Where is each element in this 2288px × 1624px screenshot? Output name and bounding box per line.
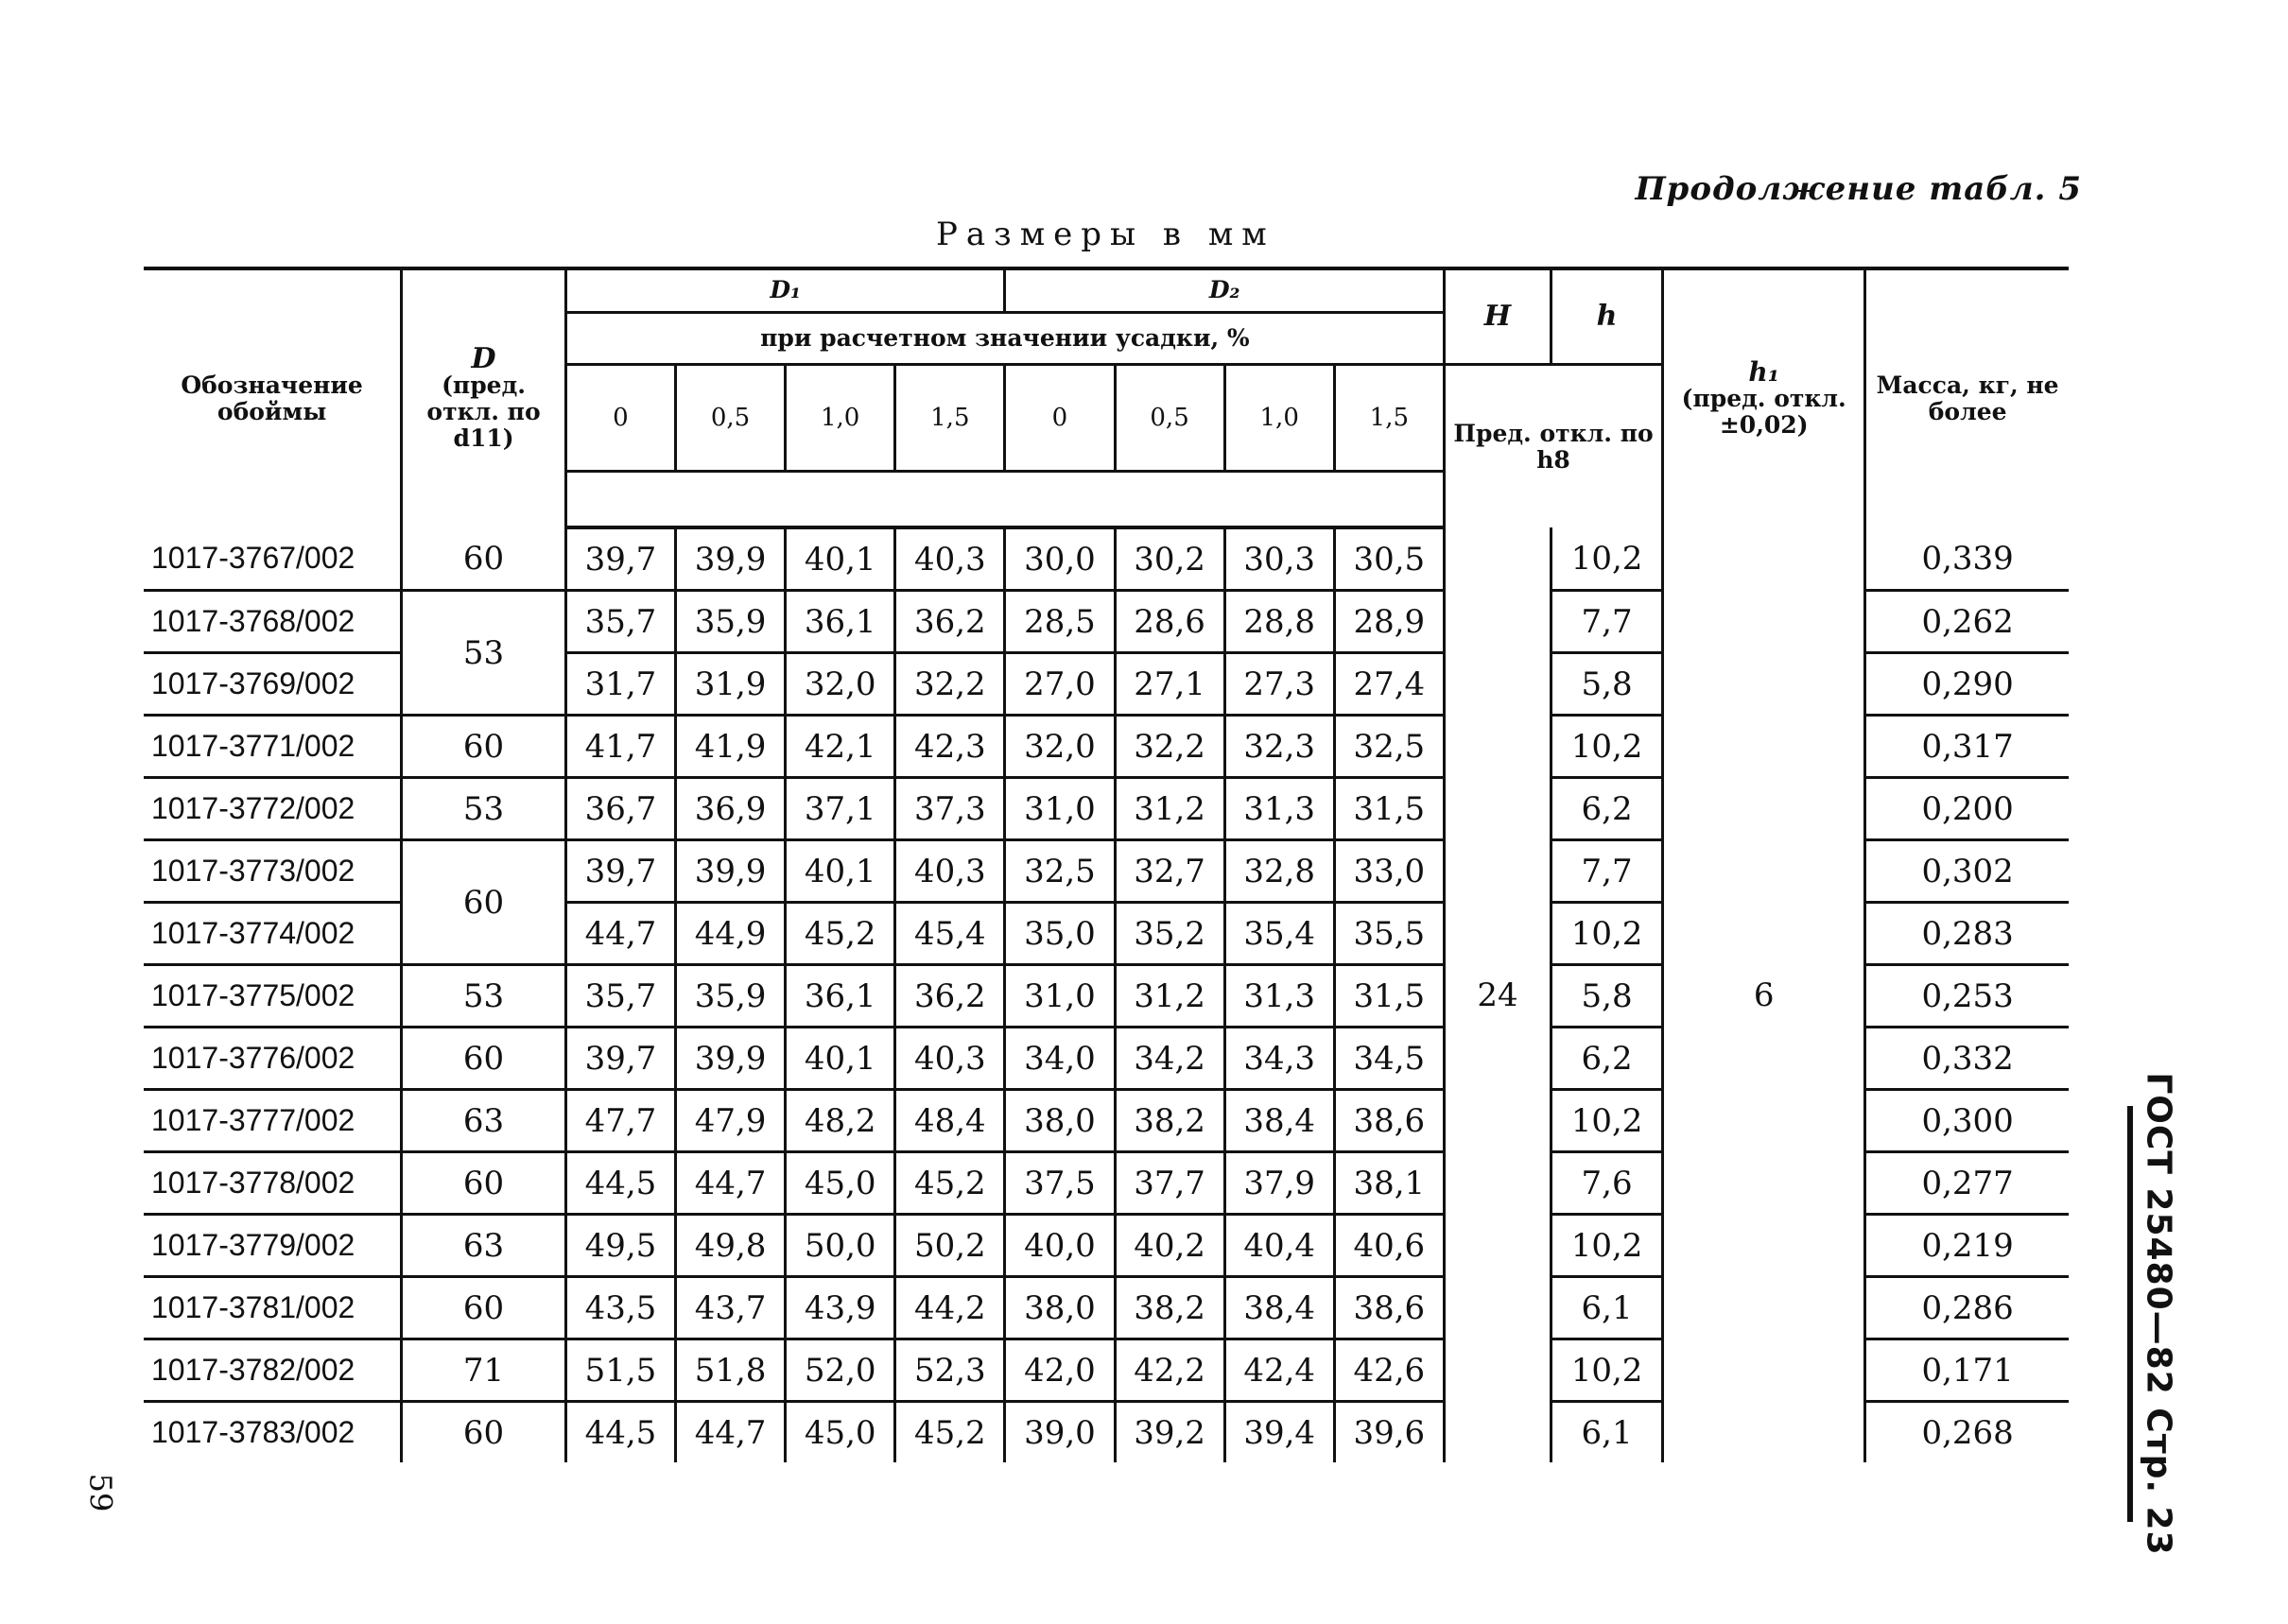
header-d-symbol: D [471,341,496,375]
h-lower-cell: 6,1 [1551,1277,1663,1339]
d2-cell: 40,6 [1334,1215,1444,1277]
d2-cell: 27,1 [1115,653,1224,716]
d1-cell: 42,1 [786,716,895,778]
mass-cell: 0,302 [1865,840,2069,903]
d2-cell: 28,6 [1115,591,1224,653]
d1-cell: 50,0 [786,1215,895,1277]
h-lower-cell: 7,7 [1551,840,1663,903]
designation-cell: 1017-3778/002 [144,1152,402,1215]
mass-cell: 0,290 [1865,653,2069,716]
header-d [402,269,566,527]
h-lower-cell: 6,2 [1551,1028,1663,1090]
d1-cell: 44,7 [565,903,675,965]
d2-cell: 30,2 [1115,527,1224,591]
designation-cell: 1017-3771/002 [144,716,402,778]
d2-cell: 32,2 [1115,716,1224,778]
d1-cell: 40,1 [786,527,895,591]
d1-cell: 31,9 [676,653,786,716]
d1-cell: 40,1 [786,840,895,903]
d1-cell: 45,2 [895,1152,1005,1215]
d1-cell: 37,3 [895,778,1005,840]
d1-cell: 36,2 [895,965,1005,1028]
d2-cell: 37,7 [1115,1152,1224,1215]
d2-cell: 33,0 [1334,840,1444,903]
d-cell: 71 [402,1339,566,1402]
dimensions-table [144,269,2069,1462]
d2-cell: 38,6 [1334,1090,1444,1152]
h-lower-cell: 10,2 [1551,1090,1663,1152]
designation-cell: 1017-3782/002 [144,1339,402,1402]
designation-cell: 1017-3783/002 [151,1415,355,1449]
d1-cell: 47,9 [676,1090,786,1152]
d-cell: 63 [402,1215,566,1277]
mass-cell: 0,300 [1865,1090,2069,1152]
d2-cell: 40,0 [1005,1215,1115,1277]
header-tolerance-h7 [565,472,1444,528]
mass-cell: 0,332 [1865,1028,2069,1090]
d1-cell: 52,0 [786,1339,895,1402]
d1-cell: 47,7 [565,1090,675,1152]
d1-cell: 32,2 [895,653,1005,716]
d1-cell: 36,7 [565,778,675,840]
d2-cell: 32,0 [1005,716,1115,778]
d1-cell: 39,7 [565,840,675,903]
d2-cell: 38,2 [1115,1277,1224,1339]
d1-cell: 44,7 [676,1152,786,1215]
d2-cell: 31,2 [1115,965,1224,1028]
d2-cell: 39,0 [1005,1402,1115,1463]
d1-cell: 39,9 [676,527,786,591]
mass-cell: 0,283 [1865,903,2069,965]
header-h1-symbol: h₁ [1748,355,1780,388]
d1-cell: 31,7 [565,653,675,716]
d1-cell: 45,2 [895,1402,1005,1463]
h-lower-cell: 7,6 [1551,1152,1663,1215]
mass-cell: 0,171 [1865,1339,2069,1402]
header-shrinkage: при расчетном значении усадки, % [565,313,1444,365]
d2-cell: 35,2 [1115,903,1224,965]
header-pct-d2-0: 0 [1005,365,1115,472]
mass-cell: 0,262 [1865,591,2069,653]
h-lower-cell: 5,8 [1551,965,1663,1028]
h-lower-cell: 6,2 [1551,778,1663,840]
d1-cell: 44,7 [676,1402,786,1463]
h-lower-cell: 5,8 [1551,653,1663,716]
d1-cell: 37,1 [786,778,895,840]
d2-cell: 27,3 [1224,653,1334,716]
mass-cell: 0,253 [1865,965,2069,1028]
d1-cell: 45,4 [895,903,1005,965]
mass-cell: 0,219 [1865,1215,2069,1277]
d2-cell: 34,3 [1224,1028,1334,1090]
d2-cell: 28,8 [1224,591,1334,653]
d2-cell: 30,0 [1005,527,1115,591]
page-number: 59 [82,1473,119,1512]
d-cell: 60 [402,1028,566,1090]
d2-cell: 34,5 [1334,1028,1444,1090]
d1-cell: 35,7 [565,965,675,1028]
d2-cell: 31,0 [1005,778,1115,840]
d2-cell: 27,0 [1005,653,1115,716]
standard-side-stamp [2127,1072,2184,1556]
table-body [144,527,2069,1462]
d2-cell: 31,3 [1224,778,1334,840]
d2-cell: 31,0 [1005,965,1115,1028]
d1-cell: 44,5 [565,1152,675,1215]
header-pct-d2-15: 1,5 [1334,365,1444,472]
h-lower-cell: 10,2 [1551,1215,1663,1277]
d1-cell: 48,4 [895,1090,1005,1152]
header-pct-d1-05: 0,5 [676,365,786,472]
d1-cell: 36,9 [676,778,786,840]
header-h-upper: H [1444,269,1551,365]
d2-cell: 30,5 [1334,527,1444,591]
header-pct-d1-0: 0 [565,365,675,472]
d1-cell: 35,9 [676,965,786,1028]
d1-cell: 45,2 [786,903,895,965]
d2-cell: 42,4 [1224,1339,1334,1402]
d2-cell: 42,6 [1334,1339,1444,1402]
d1-cell: 52,3 [895,1339,1005,1402]
designation-cell: 1017-3773/002 [144,840,402,903]
d2-cell: 34,0 [1005,1028,1115,1090]
d-cell: 60 [402,1402,566,1463]
mass-cell: 0,200 [1865,778,2069,840]
d2-cell: 38,6 [1334,1277,1444,1339]
header-d-note: (пред. откл. по d11) [426,371,541,452]
d1-cell: 36,1 [786,591,895,653]
d1-cell: 48,2 [786,1090,895,1152]
h1-cell: 6 [1663,527,1865,1462]
d2-cell: 38,1 [1334,1152,1444,1215]
d1-cell: 35,9 [676,591,786,653]
d1-cell: 50,2 [895,1215,1005,1277]
d-cell: 53 [402,778,566,840]
d2-cell: 40,2 [1115,1215,1224,1277]
d1-cell: 40,1 [786,1028,895,1090]
d1-cell: 41,7 [565,716,675,778]
d2-cell: 38,0 [1005,1090,1115,1152]
mass-cell: 0,317 [1865,716,2069,778]
d2-cell: 38,0 [1005,1277,1115,1339]
d2-cell: 32,5 [1005,840,1115,903]
d2-cell: 35,0 [1005,903,1115,965]
d1-cell: 39,9 [676,840,786,903]
table-continuation-caption: Продолжение табл. 5 [1635,170,2082,208]
d-cell: 63 [402,1090,566,1152]
d1-cell: 40,3 [895,527,1005,591]
header-pct-d1-15: 1,5 [895,365,1005,472]
d1-cell: 40,3 [895,840,1005,903]
d2-cell: 31,3 [1224,965,1334,1028]
d2-cell: 40,4 [1224,1215,1334,1277]
d2-cell: 32,7 [1115,840,1224,903]
d2-cell: 28,9 [1334,591,1444,653]
d1-cell: 40,3 [895,1028,1005,1090]
d1-cell: 43,9 [786,1277,895,1339]
d-cell: 60 [402,840,566,965]
d2-cell: 42,2 [1115,1339,1224,1402]
d-cell: 60 [402,527,566,591]
designation-cell: 1017-3769/002 [144,653,402,716]
header-d2: D₂ [1005,269,1445,313]
designation-cell: 1017-3777/002 [144,1090,402,1152]
header-h1-note: (пред. откл. ±0,02) [1681,384,1846,439]
d1-cell: 49,5 [565,1215,675,1277]
header-tolerance-h8: Пред. откл. по h8 [1444,365,1662,528]
d1-cell: 41,9 [676,716,786,778]
d1-cell: 39,9 [676,1028,786,1090]
d2-cell: 28,5 [1005,591,1115,653]
h-lower-cell: 10,2 [1551,903,1663,965]
d1-cell: 36,1 [786,965,895,1028]
d1-cell: 43,7 [676,1277,786,1339]
designation-cell: 1017-3772/002 [144,778,402,840]
d2-cell: 42,0 [1005,1339,1115,1402]
mass-cell: 0,277 [1865,1152,2069,1215]
mass-cell: 0,339 [1865,527,2069,591]
d-cell: 60 [402,1277,566,1339]
d2-cell: 30,3 [1224,527,1334,591]
d2-cell: 38,4 [1224,1090,1334,1152]
d2-cell: 38,4 [1224,1277,1334,1339]
d2-cell: 37,5 [1005,1152,1115,1215]
h-lower-cell: 10,2 [1551,527,1663,591]
d1-cell: 39,7 [565,1028,675,1090]
d2-cell: 31,5 [1334,965,1444,1028]
header-h1 [1663,269,1865,527]
d-cell: 53 [402,591,566,716]
d2-cell: 34,2 [1115,1028,1224,1090]
header-h-lower: h [1551,269,1663,365]
d1-cell: 44,5 [565,1402,675,1463]
d1-cell: 45,0 [786,1402,895,1463]
table-header [144,269,2069,527]
units-caption: Размеры в мм [936,216,1275,253]
d1-cell: 51,5 [565,1339,675,1402]
d-cell: 60 [402,1152,566,1215]
d1-cell: 39,7 [565,527,675,591]
d2-cell: 39,6 [1334,1402,1444,1463]
d1-cell: 49,8 [676,1215,786,1277]
d2-cell: 35,4 [1224,903,1334,965]
header-mass: Масса, кг, не более [1865,269,2069,527]
d1-cell: 44,2 [895,1277,1005,1339]
d1-cell: 43,5 [565,1277,675,1339]
h-upper-cell: 24 [1444,527,1551,1462]
h-lower-cell: 10,2 [1551,716,1663,778]
designation-cell: 1017-3781/002 [144,1277,402,1339]
d2-cell: 27,4 [1334,653,1444,716]
d1-cell: 44,9 [676,903,786,965]
designation-cell: 1017-3768/002 [144,591,402,653]
h-lower-cell: 10,2 [1551,1339,1663,1402]
designation-cell: 1017-3767/002 [144,527,402,591]
header-designation: Обозначение обоймы [181,371,363,425]
mass-cell: 0,268 [1865,1402,2069,1463]
standard-designation: ГОСТ 25480—82 Стр. 23 [2139,1072,2178,1556]
d2-cell: 32,8 [1224,840,1334,903]
table-row [144,527,2069,591]
d2-cell: 31,2 [1115,778,1224,840]
header-d1: D₁ [565,269,1005,313]
designation-cell: 1017-3775/002 [144,965,402,1028]
d1-cell: 35,7 [565,591,675,653]
header-pct-d2-05: 0,5 [1115,365,1224,472]
d2-cell: 31,5 [1334,778,1444,840]
mass-cell: 0,286 [1865,1277,2069,1339]
d2-cell: 39,2 [1115,1402,1224,1463]
h-lower-cell: 7,7 [1551,591,1663,653]
header-pct-d2-10: 1,0 [1224,365,1334,472]
d1-cell: 51,8 [676,1339,786,1402]
d-cell: 53 [402,965,566,1028]
d1-cell: 42,3 [895,716,1005,778]
header-pct-d1-10: 1,0 [786,365,895,472]
designation-cell: 1017-3776/002 [144,1028,402,1090]
d1-cell: 32,0 [786,653,895,716]
d2-cell: 32,5 [1334,716,1444,778]
d2-cell: 38,2 [1115,1090,1224,1152]
d2-cell: 39,4 [1224,1402,1334,1463]
d1-cell: 45,0 [786,1152,895,1215]
d-cell: 60 [402,716,566,778]
d2-cell: 37,9 [1224,1152,1334,1215]
designation-cell: 1017-3779/002 [144,1215,402,1277]
d2-cell: 35,5 [1334,903,1444,965]
d1-cell: 36,2 [895,591,1005,653]
designation-cell: 1017-3774/002 [144,903,402,965]
h-lower-cell: 6,1 [1551,1402,1663,1463]
d2-cell: 32,3 [1224,716,1334,778]
